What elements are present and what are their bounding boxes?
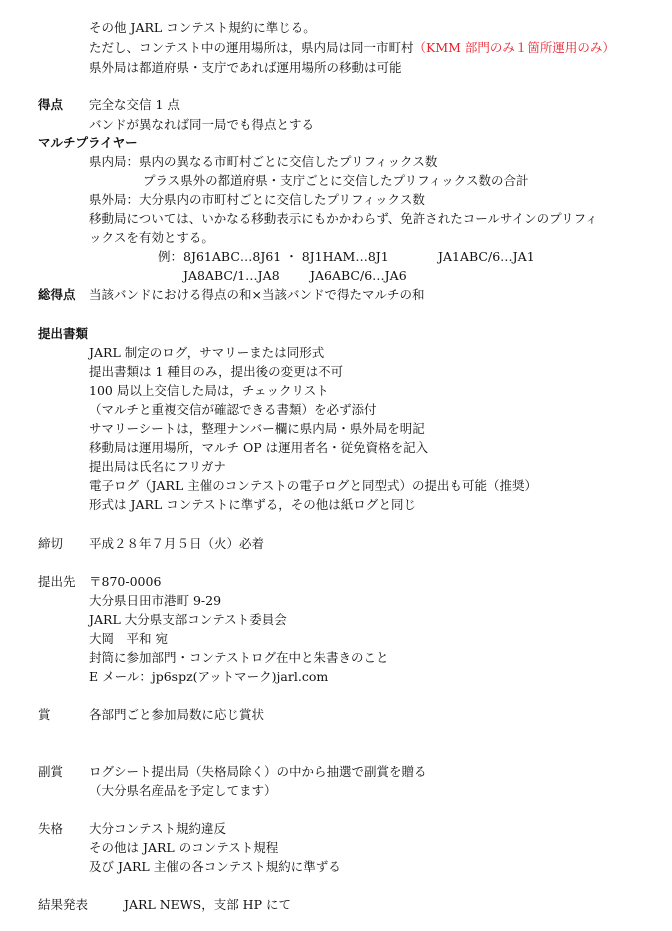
results-heading: 結果発表	[38, 897, 89, 912]
committee-name: JARL 大分県支部コンテスト委員会	[89, 612, 287, 627]
prize-heading: 賞	[38, 707, 51, 722]
points-line-2: バンドが異なれば同一局でも得点とする	[89, 117, 315, 132]
disq-item: 大分コンテスト規約違反	[89, 821, 227, 836]
multiplier-line-4: 移動局については、いかなる移動表示にもかかわらず、免許されたコールサインのプリフィ	[89, 211, 598, 226]
multiplier-heading: マルチプライヤー	[38, 135, 138, 150]
intro-line-1: その他 JARL コンテスト規約に準じる。	[89, 20, 316, 35]
multiplier-line-2: プラス県外の都道府県・支庁ごとに交信したプリフィックス数の合計	[143, 173, 529, 188]
envelope-note: 封筒に参加部門・コンテストログ在中と朱書きのこと	[89, 650, 389, 665]
intro-line-3: 県外局は都道府県・支庁であれば運用場所の移動は可能	[89, 60, 402, 75]
multiplier-line-1: 県内局：県内の異なる市町村ごとに交信したプリフィックス数	[89, 154, 438, 169]
docs-item: 提出局は氏名にフリガナ	[89, 459, 226, 474]
kmm-note: （KMM 部門のみ１箇所運用のみ）	[413, 40, 615, 55]
disq-item: 及び JARL 主催の各コンテスト規約に準ずる	[89, 859, 341, 874]
total-heading: 総得点	[38, 287, 76, 302]
example-1: 例：8J61ABC…8J61 ・ 8J1HAM…8J1	[158, 249, 389, 264]
deadline-text: 平成２８年７月５日（火）必着	[89, 536, 265, 551]
sub-prize-line-1: ログシート提出局（失格局除く）の中から抽選で副賞を贈る	[89, 764, 427, 779]
recipient-name: 大岡 平和 宛	[89, 631, 168, 646]
disq-heading: 失格	[38, 821, 64, 836]
prize-text: 各部門ごと参加局数に応じ賞状	[89, 707, 265, 722]
multiplier-line-3: 県外局：大分県内の市町村ごとに交信したプリフィックス数	[89, 192, 425, 207]
disq-item: その他は JARL のコンテスト規程	[89, 840, 279, 855]
intro-line-2	[89, 40, 615, 56]
sub-prize-heading: 副賞	[38, 764, 64, 779]
docs-item: 100 局以上交信した局は，チェックリスト	[89, 383, 329, 398]
docs-item: 移動局は運用場所，マルチ OP は運用者名・従免資格を記入	[89, 440, 429, 455]
docs-item: 提出書類は 1 種目のみ，提出後の変更は不可	[89, 364, 344, 379]
example-2: JA1ABC/6…JA1	[438, 249, 535, 264]
address: 大分県日田市港町 9-29	[89, 593, 222, 608]
points-heading: 得点	[38, 97, 64, 112]
results-text: JARL NEWS，支部 HP にて	[124, 897, 291, 912]
sub-prize-line-2: （大分県名産品を予定してます）	[89, 783, 277, 798]
docs-heading: 提出書類	[38, 326, 89, 341]
postal-code: 〒870-0006	[89, 574, 162, 589]
deadline-heading: 締切	[38, 536, 64, 551]
email-address: E メール：jp6spz(アットマーク)jarl.com	[89, 669, 329, 684]
intro-line-2-text: ただし、コンテスト中の運用場所は，県内局は同一市町村	[89, 40, 414, 55]
example-3: JA8ABC/1…JA8	[183, 268, 280, 283]
total-text: 当該バンドにおける得点の和×当該バンドで得たマルチの和	[89, 287, 425, 302]
docs-item: 電子ログ（JARL 主催のコンテストの電子ログと同型式）の提出も可能（推奨）	[89, 478, 537, 493]
example-4: JA6ABC/6…JA6	[310, 268, 407, 283]
docs-item: サマリーシートは，整理ナンバー欄に県内局・県外局を明記	[89, 421, 425, 436]
docs-item: （マルチと重複交信が確認できる書類）を必ず添付	[89, 402, 377, 417]
multiplier-line-5: ックスを有効とする。	[89, 230, 214, 245]
points-line-1: 完全な交信 1 点	[89, 97, 180, 112]
docs-item: 形式は JARL コンテストに準ずる，その他は紙ログと同じ	[89, 497, 416, 512]
submit-heading: 提出先	[38, 574, 76, 589]
docs-item: JARL 制定のログ，サマリーまたは同形式	[89, 345, 325, 360]
